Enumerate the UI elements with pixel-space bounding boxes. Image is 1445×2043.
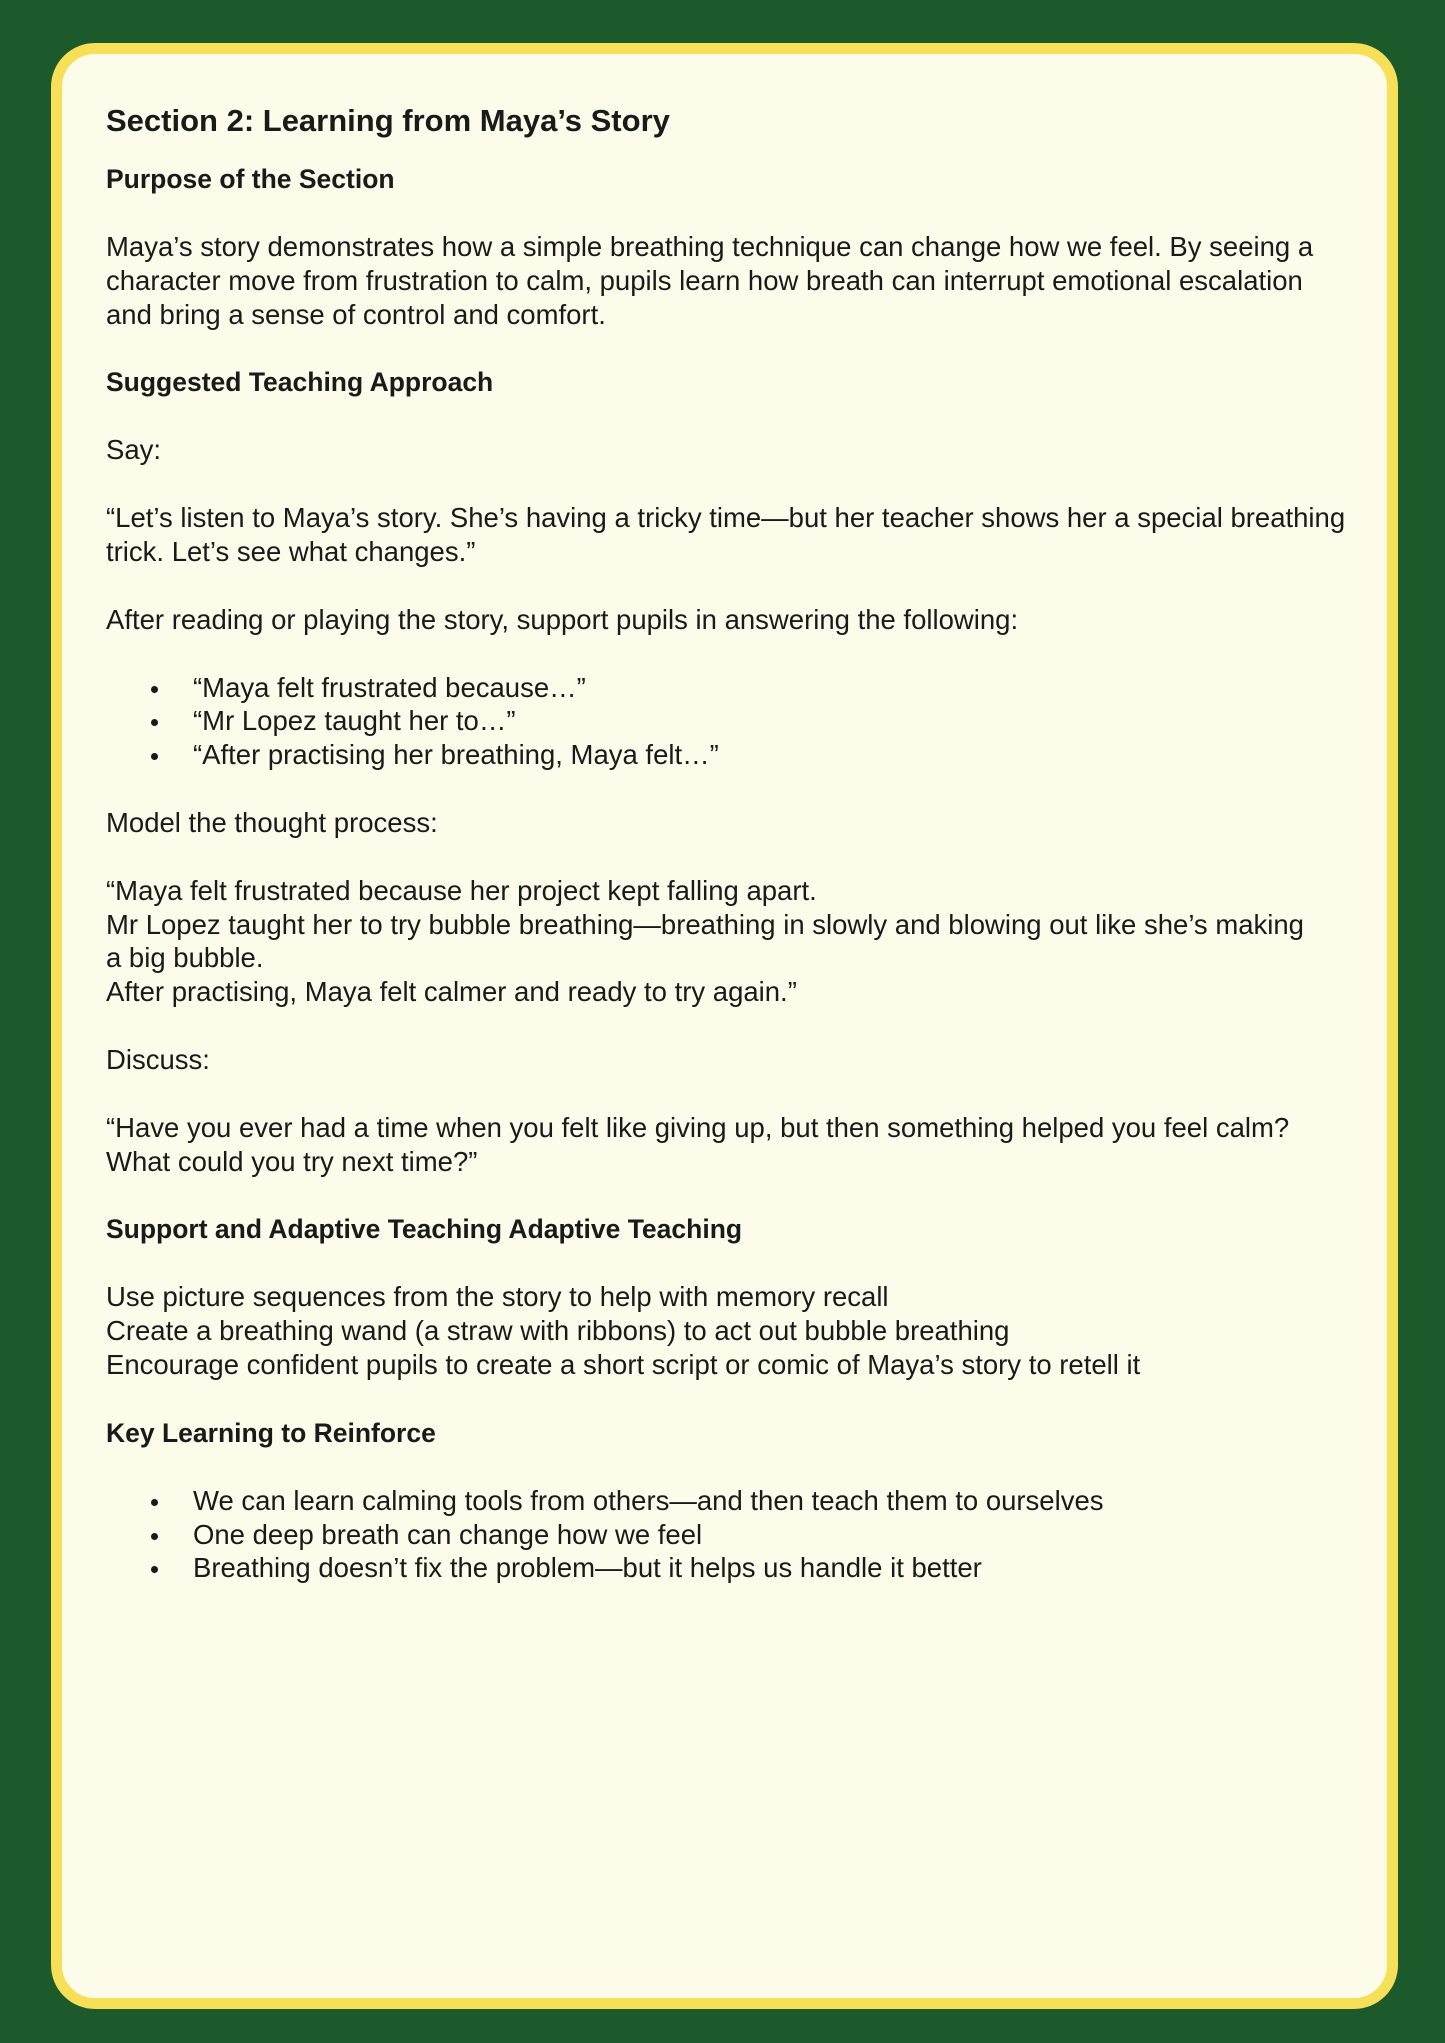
- list-item: Breathing doesn’t fix the problem—but it helps us handle it better: [106, 1551, 1346, 1585]
- prompt-list: [106, 671, 1346, 772]
- say-quote: “Let’s listen to Maya’s story. She’s having a tricky time—but her teacher shows her a special breathing trick. Let’s see what changes.”: [106, 502, 1346, 567]
- support-line: Create a breathing wand (a straw with ribbons) to act out bubble breathing: [106, 1315, 1010, 1347]
- support-heading: Support and Adaptive Teaching Adaptive Teaching: [106, 1214, 743, 1245]
- support-line: Encourage confident pupils to create a short script or comic of Maya’s story to retell it: [106, 1348, 1141, 1380]
- document-content: [106, 96, 1346, 1585]
- purpose-heading: Purpose of the Section: [106, 164, 395, 194]
- model-line: “Maya felt frustrated because her project kept falling apart.: [106, 874, 817, 906]
- list-item: “Mr Lopez taught her to…”: [106, 704, 1346, 738]
- say-label: Say:: [106, 434, 162, 466]
- approach-heading: Suggested Teaching Approach: [106, 367, 494, 398]
- support-line: Use picture sequences from the story to help with memory recall: [106, 1281, 889, 1313]
- discuss-quote: “Have you ever had a time when you felt like giving up, but then something helped you feel calm? What could you try next time?”: [106, 1111, 1290, 1177]
- after-text: After reading or playing the story, support pupils in answering the following:: [106, 603, 1019, 635]
- model-line: After practising, Maya felt calmer and ready to try again.”: [106, 976, 797, 1008]
- list-item: We can learn calming tools from others—and then teach them to ourselves: [106, 1484, 1346, 1518]
- key-learning-list: [106, 1484, 1346, 1585]
- key-learning-heading: Key Learning to Reinforce: [106, 1417, 436, 1448]
- model-label: Model the thought process:: [106, 806, 438, 838]
- model-line: Mr Lopez taught her to try bubble breathing—breathing in slowly and blowing out like she’s making a big bubble.: [106, 908, 1304, 974]
- purpose-text: Maya’s story demonstrates how a simple breathing technique can change how we feel. By seeing a character move from frustration to calm, pupils learn how breath can interrupt emotional escalation and bring a sense of control and comfort.: [106, 231, 1314, 330]
- list-item: “After practising her breathing, Maya felt…”: [106, 738, 1346, 772]
- page-title: Section 2: Learning from Maya’s Story: [106, 103, 670, 138]
- discuss-label: Discuss:: [106, 1043, 210, 1075]
- list-item: One deep breath can change how we feel: [106, 1518, 1346, 1552]
- list-item: “Maya felt frustrated because…”: [106, 671, 1346, 705]
